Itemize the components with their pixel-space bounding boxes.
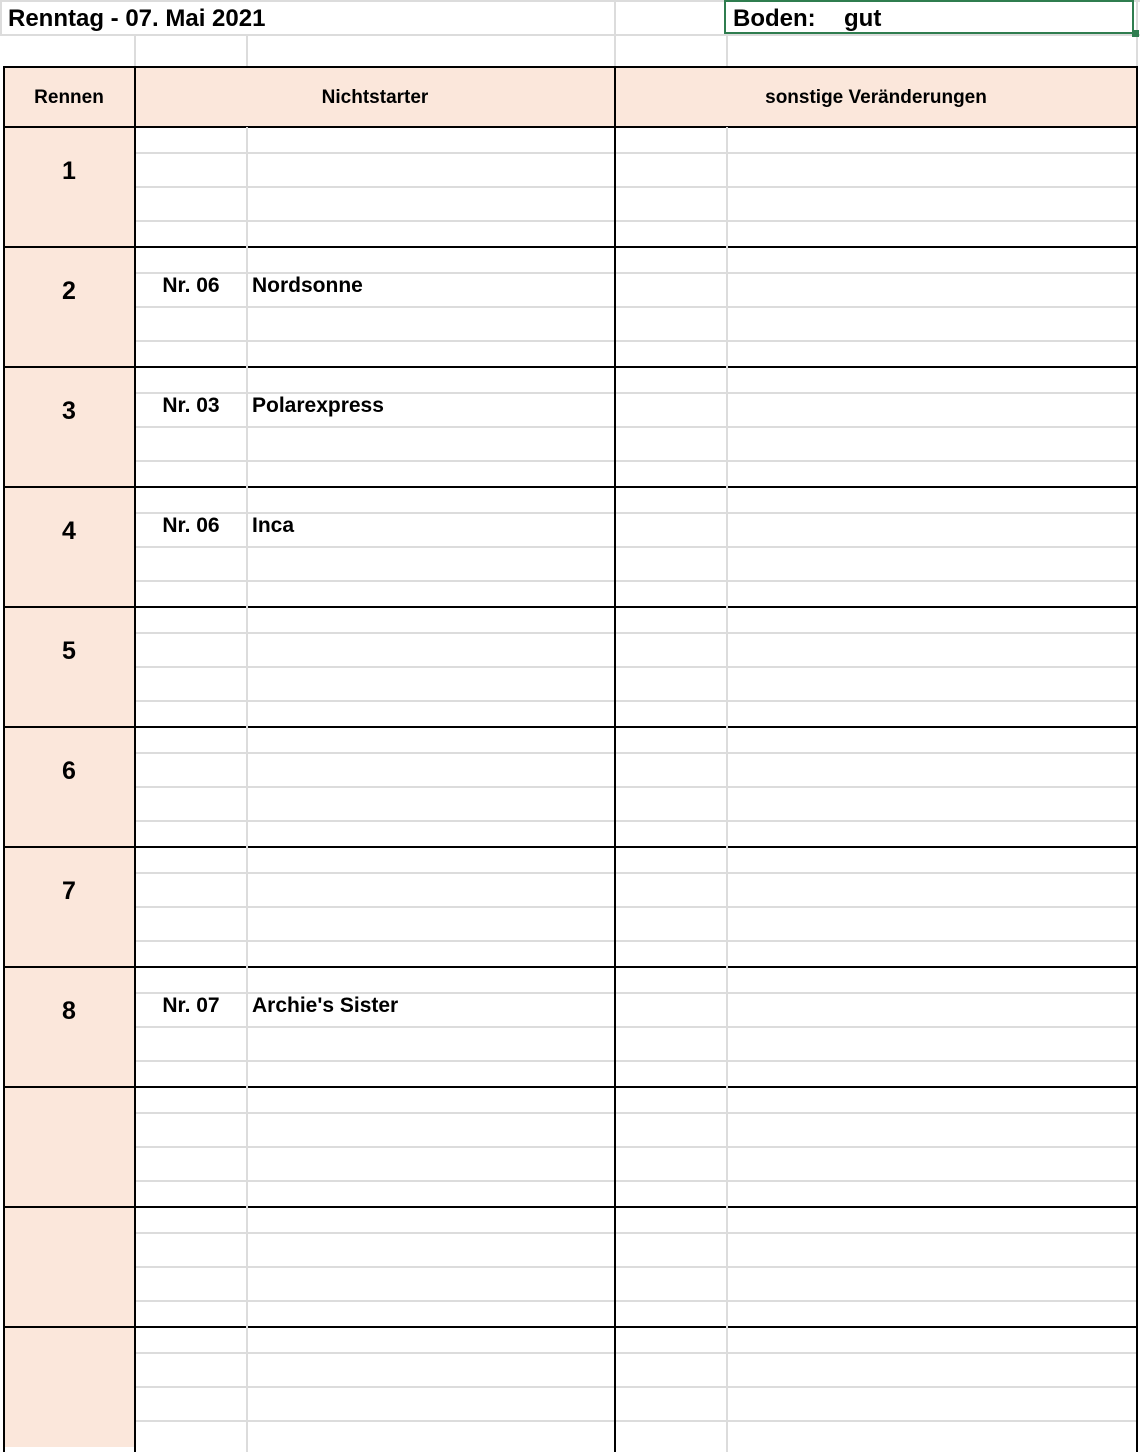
race-number[interactable]: 2: [62, 277, 76, 305]
race-separator: [4, 366, 1137, 368]
gridline: [136, 152, 1136, 154]
race-separator: [4, 1086, 1137, 1088]
gridline: [136, 1300, 1136, 1302]
ground-value[interactable]: gut: [844, 5, 882, 32]
gridline: [136, 426, 1136, 428]
gridline: [136, 460, 1136, 462]
gridline: [134, 34, 136, 67]
gridline: [136, 632, 1136, 634]
race-separator: [4, 606, 1137, 608]
race-separator: [4, 846, 1137, 848]
gridline: [136, 546, 1136, 548]
non-starter-number[interactable]: Nr. 06: [162, 274, 220, 297]
header-race[interactable]: Rennen: [34, 87, 104, 108]
race-separator: [4, 1326, 1137, 1328]
non-starter-number[interactable]: Nr. 06: [162, 514, 220, 537]
gridline: [136, 1266, 1136, 1268]
sheet-title[interactable]: Renntag - 07. Mai 2021: [8, 5, 266, 32]
gridline: [136, 700, 1136, 702]
gridline: [246, 127, 248, 1452]
gridline: [136, 752, 1136, 754]
race-number[interactable]: 3: [62, 397, 76, 425]
gridline: [0, 34, 1140, 36]
ground-label[interactable]: Boden:: [733, 5, 816, 32]
non-starter-horse[interactable]: Inca: [252, 514, 295, 537]
header-other-changes[interactable]: sonstige Veränderungen: [765, 87, 987, 108]
non-starters-column-border: [614, 66, 616, 1452]
selected-cell[interactable]: [724, 0, 1134, 34]
gridline: [136, 1026, 1136, 1028]
gridline: [136, 306, 1136, 308]
fill-handle[interactable]: [1132, 30, 1139, 37]
gridline: [726, 127, 728, 1452]
race-separator: [4, 486, 1137, 488]
table-right-border: [1136, 66, 1138, 1452]
gridline: [136, 940, 1136, 942]
header-non-starters[interactable]: Nichtstarter: [321, 87, 429, 108]
gridline: [136, 786, 1136, 788]
gridline: [614, 0, 616, 67]
race-separator: [4, 966, 1137, 968]
gridline: [726, 34, 728, 67]
race-number[interactable]: 6: [62, 757, 76, 785]
gridline: [136, 1232, 1136, 1234]
gridline: [136, 580, 1136, 582]
gridline: [246, 34, 248, 67]
gridline: [136, 340, 1136, 342]
gridline: [136, 1386, 1136, 1388]
gridline: [136, 666, 1136, 668]
non-starter-number[interactable]: Nr. 03: [162, 394, 220, 417]
gridline: [0, 0, 2, 34]
race-number[interactable]: 4: [62, 517, 76, 545]
non-starter-horse[interactable]: Nordsonne: [252, 274, 363, 297]
race-number[interactable]: 8: [62, 997, 76, 1025]
gridline: [136, 820, 1136, 822]
race-separator: [4, 726, 1137, 728]
race-number[interactable]: 5: [62, 637, 76, 665]
gridline: [136, 1060, 1136, 1062]
gridline: [136, 220, 1136, 222]
gridline: [136, 1146, 1136, 1148]
non-starter-horse[interactable]: Archie's Sister: [252, 994, 399, 1017]
race-number[interactable]: 1: [62, 157, 76, 185]
non-starter-horse[interactable]: Polarexpress: [252, 394, 384, 417]
race-number[interactable]: 7: [62, 877, 76, 905]
gridline: [136, 1420, 1136, 1422]
race-separator: [4, 246, 1137, 248]
gridline: [136, 906, 1136, 908]
race-separator: [4, 1206, 1137, 1208]
gridline: [136, 1352, 1136, 1354]
gridline: [136, 1180, 1136, 1182]
gridline: [136, 872, 1136, 874]
non-starter-number[interactable]: Nr. 07: [162, 994, 220, 1017]
gridline: [136, 186, 1136, 188]
gridline: [136, 1112, 1136, 1114]
